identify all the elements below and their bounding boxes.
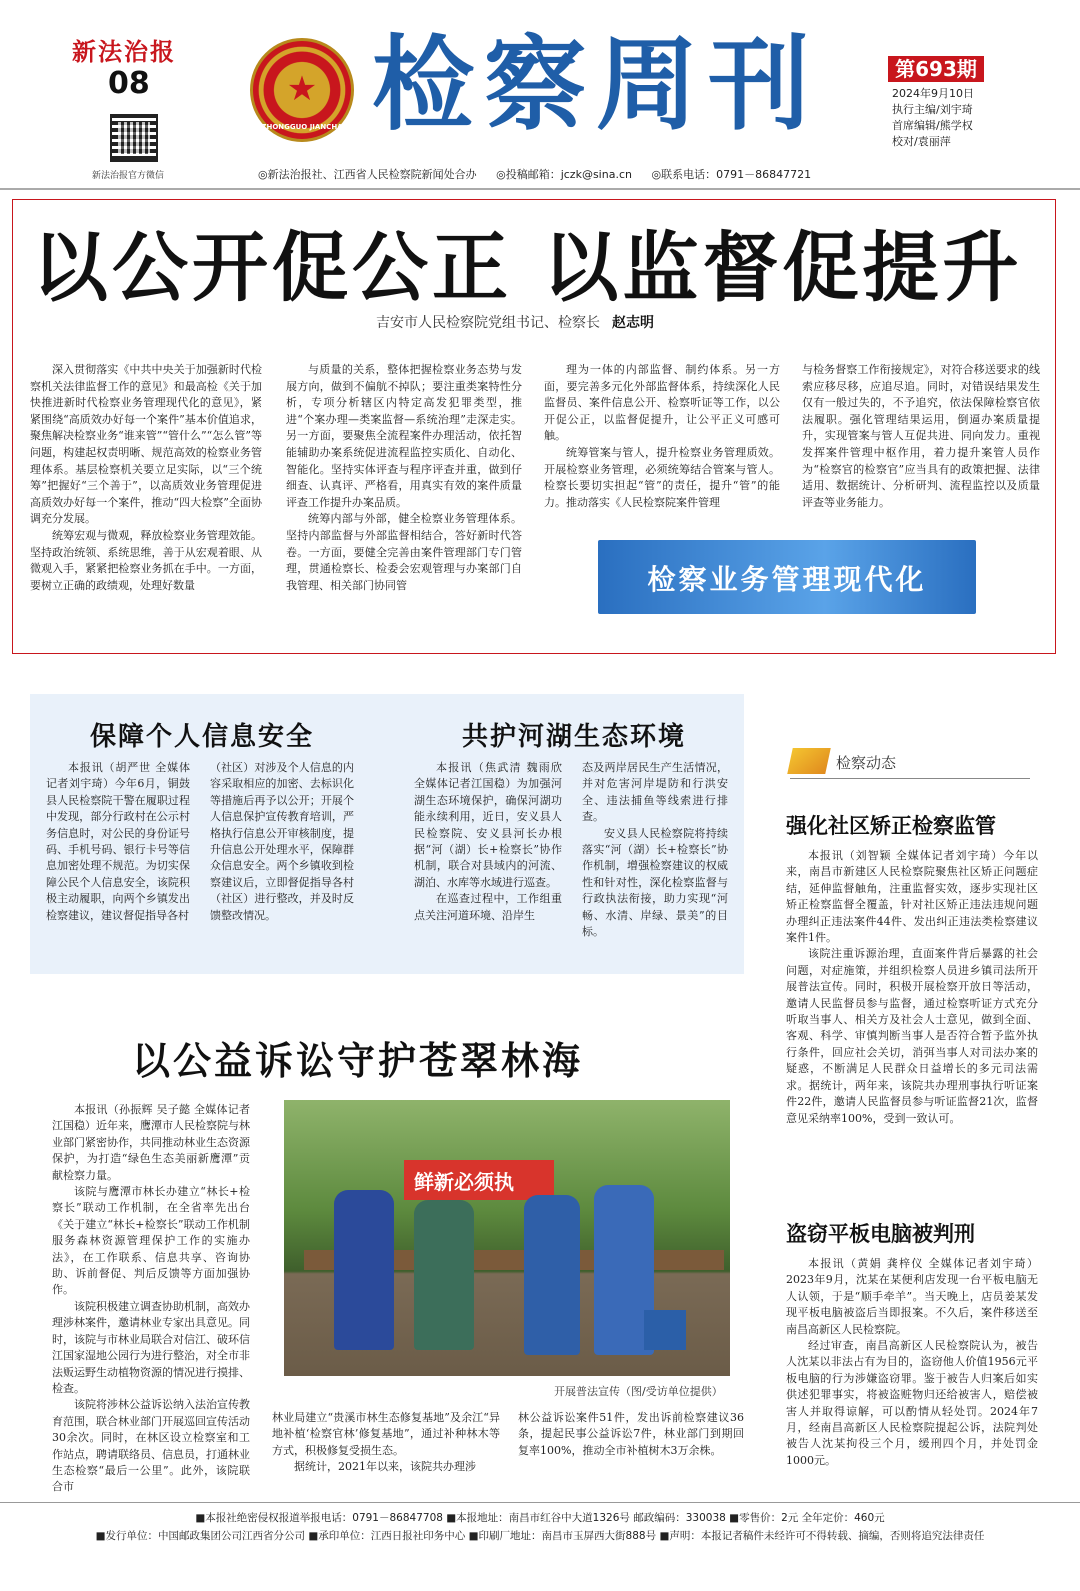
first-editor: 首席编辑/熊学权 [892, 119, 973, 132]
footer-divider [0, 1502, 1080, 1503]
paragraph: 与质量的关系，整体把握检察业务态势与发展方向，做到不偏航不掉队；要注重类案特性分析，专项分析辖区内特定高发犯罪类型，推进“个案办理—类案监督—系统治理”走深走实。另一方面，要聚焦全流程案件办理活动，依托智能辅助办案系统促进流程监控实质化、自动化、智能化。坚持实体评查与程序评查并重，做到仔细查、认真评、严格看，用真实有效的案件质量评查工作提升办案品质。 [286, 363, 522, 509]
news-photo [284, 1100, 730, 1376]
feature-column-3 [544, 362, 780, 511]
byline-role: 吉安市人民检察院党组书记、检察长 [376, 315, 600, 331]
photo-banner: 鲜新必须执 [404, 1160, 554, 1200]
paragraph: 统筹宏观与微观，释放检察业务管理效能。坚持政治统领、系统思维，善于从宏观着眼、从微观入手，紧紧把检察业务抓在手中。一方面，要树立正确的政绩观，处理好数量 [30, 528, 262, 592]
paragraph: 与检务督察工作衔接规定》，对符合移送要求的线索应移尽移，应追尽追。同时，对错误结果发生仅有一般过失的，不予追究，依法保障检察官依法履职。强化管理结果运用，倒逼办案质量提升，实现管案与管人互促共进、同向发力。重视发挥案件管理中枢作用，着力提升案管人员作为“检察官的检察官”应当具有的政策把握、法律适用、数据统计、分析研判、流程监控以及质量评查等业务能力。 [802, 363, 1040, 509]
privacy-column-2 [210, 760, 354, 924]
paragraph: 林业局建立“贵溪市林生态修复基地”及余江“异地补植‘检察官林’修复基地”，通过补种林木等方式，积极修复受损生态。 [272, 1411, 500, 1457]
paragraph: 在巡查过程中，工作组重点关注河道环境、沿岸生 [414, 892, 562, 922]
issue-date: 2024年9月10日 [892, 87, 974, 100]
feature-column-4 [802, 362, 1040, 511]
paragraph: 本报讯（黄娟 龚梓仪 全媒体记者刘宇琦）2023年9月，沈某在某便利店发现一台平板电脑无人认领，于是“顺手牵羊”。当天晚上，店员姜某发现平板电脑被盗后当即报案。不久后，案件移送至南昌高新区人民检察院。 [786, 1257, 1038, 1336]
paragraph: 本报讯（焦武清 魏雨欣 全媒体记者江国稳）为加强河湖生态环境保护，确保河湖功能永续利用，近日，安义县人民检察院、安义县河长办根据“河（湖）长+检察长”协作机制，联合对县域内的河流、湖泊、水库等水域进行巡查。 [414, 761, 562, 889]
river-column-1 [414, 760, 562, 924]
section-masthead-title: 检察周刊 [372, 26, 820, 145]
paragraph: 本报讯（孙振辉 吴子懿 全媒体记者江国稳）近年来，鹰潭市人民检察院与林业部门紧密协作，共同推动林业生态资源保护，为打造“绿色生态美丽新鹰潭”贡献检察力量。 [52, 1103, 250, 1182]
sidebar-story1-body [786, 848, 1038, 1127]
byline-name: 赵志明 [612, 315, 654, 331]
email-info: ◎投稿邮箱：jczk@sina.cn [496, 168, 632, 181]
feature-byline [376, 312, 654, 332]
paragraph: 该院将涉林公益诉讼纳入法治宣传教育范围，联合林业部门开展巡回宣传活动30余次。同时，在林区设立检察室和工作站点，聘请联络员、信息员，打通林业生态检察“最后一公里”。此外，该院联合市 [52, 1398, 250, 1494]
feature-headline: 以公开促公正 以监督促提升 [32, 223, 1023, 312]
contact-info-bar [258, 166, 818, 182]
footer-line-2: ■发行单位：中国邮政集团公司江西省分公司 ■承印单位：江西日报社印务中心 ■印刷厂地址：南昌市玉屏西大街888号 ■声明：本报记者稿件未经许可不得转载、摘编，否则将追究法律责任 [95, 1530, 985, 1542]
paragraph: 林公益诉讼案件51件，发出诉前检察建议36条，提起民事公益诉讼7件，林业部门到期回复率100%，推动全市补植树木3万余株。 [518, 1411, 744, 1457]
person-figure [414, 1200, 474, 1350]
photo-caption: 开展普法宣传（图/受访单位提供） [554, 1385, 723, 1398]
paragraph: 安义县人民检察院将持续落实“河（湖）长+检察长”协作机制，增强检察建议的权威性和针对性，深化检察监督与行政执法衔接，助力实现“河畅、水清、岸绿、景美”的目标。 [582, 826, 728, 939]
label-divider [790, 778, 1030, 779]
books-icon [787, 748, 831, 774]
column-label: 检察动态 [790, 746, 930, 774]
paragraph: 深入贯彻落实《中共中央关于加强新时代检察机关法律监督工作的意见》和最高检《关于加快推进新时代检察业务管理现代化的意见》，紧紧围绕“高质效办好每一个案件”基本价值追求，聚焦解决检察业务“谁来管”“管什么”“怎么管”等问题，构建起权责明晰、规范高效的检察业务管理体系。基层检察机关要立足实际，以“三个统筹”把握好“三个善于”，以高质效业务管理促进高质效办好每一个案件，推动“四大检察”全面协调充分发展。 [30, 363, 262, 526]
paragraph: 经过审查，南昌高新区人民检察院认为，被告人沈某以非法占有为目的，盗窃他人价值1956元平板电脑的行为涉嫌盗窃罪。鉴于被告人归案后如实供述犯罪事实，将被盗赃物归还给被害人，赔偿被害人并取得谅解，可以酌情从轻处罚。2024年7月，经南昌高新区人民检察院提起公诉，法院判处被告人沈某拘役三个月，缓刑四个月，并处罚金1000元。 [786, 1339, 1038, 1467]
sidebar-story2-title: 盗窃平板电脑被判刑 [786, 1222, 975, 1246]
phone-info: ◎联系电话：0791－86847721 [651, 168, 812, 181]
sidebar-story1-title: 强化社区矫正检察监管 [786, 814, 996, 838]
paragraph: 统筹管案与管人，提升检察业务管理质效。开展检察业务管理，必须统筹结合管案与管人。检察长要切实担起“管”的责任，提升“管”的能力。推动落实《人民检察院案件管理 [544, 445, 780, 509]
forest-column-3 [518, 1410, 744, 1459]
paragraph: 本报讯（胡严世 全媒体记者刘宇琦）今年6月，铜鼓县人民检察院干警在履职过程中发现，部分行政村在公示村务信息时，对公民的身份证号码、手机号码、银行卡号等信息加密处理不规范。为切实保障公民个人信息安全，该院积极主动履职，向两个乡镇发出检察建议，建议督促指导各村 [46, 761, 190, 922]
footer-line-1: ■本报社绝密侵权报道举报电话：0791－86847708 ■本报地址：南昌市红谷中大道1326号 邮政编码：330038 ■零售价：2元 全年定价：460元 [195, 1512, 885, 1524]
paragraph: 该院积极建立调查协助机制，高效办理涉林案件，邀请林业专家出具意见。同时，该院与市林业局联合对信江、破环信江国家湿地公园行为进行整治，对全市非法贩运野生动植物资源的情况进行摸排、检查。 [52, 1299, 250, 1395]
person-figure [524, 1195, 580, 1355]
feature-banner: 检察业务管理现代化 [598, 540, 976, 614]
qr-caption: 新法治报官方微信 [92, 171, 165, 181]
feature-column-1 [30, 362, 262, 594]
paragraph: 理为一体的内部监督、制约体系。另一方面，要完善多元化外部监督体系，持续深化人民监督员、案件信息公开、检察听证等工作，以公开促公正，以监督促提升，让公平正义可感可触。 [544, 363, 780, 443]
paragraph: 态及两岸居民生产生活情况，并对危害河岸堤防和行洪安全、违法捕鱼等线索进行排查。 [582, 761, 728, 824]
feature-column-2 [286, 362, 522, 594]
forest-column-2 [272, 1410, 500, 1476]
issue-number-badge: 第693期 [888, 56, 984, 82]
page-number: 08 [108, 66, 150, 101]
masthead-divider [0, 188, 1080, 190]
paragraph: （社区）对涉及个人信息的内容采取相应的加密、去标识化等措施后再予以公开；开展个人信息保护宣传教育培训，严格执行信息公开审核制度，提升信息公开处理水平，保障群众信息安全。两个乡镇收到检察建议后，立即督促指导各村（社区）进行整改，并及时反馈整改情况。 [210, 761, 354, 922]
privacy-story-title: 保障个人信息安全 [90, 722, 315, 752]
sponsor-info: ◎新法治报社、江西省人民检察院新闻处合办 [258, 168, 477, 181]
paragraph: 据统计，2021年以来，该院共办理涉 [294, 1460, 476, 1474]
sidebar-story2-body [786, 1256, 1038, 1469]
river-column-2 [582, 760, 728, 940]
newspaper-name: 新法治报 [72, 37, 176, 66]
forest-column-1 [52, 1102, 250, 1496]
forest-story-title: 以公益诉讼守护苍翠林海 [132, 1039, 584, 1083]
qr-code-icon [110, 114, 158, 162]
privacy-column-1 [46, 760, 190, 924]
person-figure [334, 1190, 394, 1350]
river-story-title: 共护河湖生态环境 [462, 722, 687, 752]
paragraph: 统筹内部与外部，健全检察业务管理体系。坚持内部监督与外部监督相结合，答好新时代答卷。一方面，要健全完善由案件管理部门专门管理，贯通检察长、检委会宏观管理与办案部门自我管理、相关部门协同管 [286, 512, 522, 592]
paragraph: 该院注重诉源治理，直面案件背后暴露的社会问题，对症施策，并组织检察人员进乡镇司法所开展普法宣传。同时，积极开展检察开放日等活动，邀请人民监督员参与监督，通过检察听证方式充分听取当事人、相关方及社会人士意见，做到全面、客观、科学、审慎判断当事人是否符合暂予监外执行条件，回应社会关切，消弭当事人对司法办案的疑惑，不断满足人民群众日益增长的多元司法需求。据统计，两年来，该院共办理刑事执行听证案件22件，邀请人民监督员参与听证监督21次，监督意见采纳率100%，受到一致认可。 [786, 947, 1038, 1125]
chief-editor: 执行主编/刘宇琦 [892, 103, 973, 116]
proofreader: 校对/袁丽萍 [892, 135, 951, 148]
procuratorate-emblem-icon: ★ ZHONGGUO JIANCHA [250, 38, 354, 142]
paragraph: 本报讯（刘智颖 全媒体记者刘宇琦）今年以来，南昌市新建区人民检察院聚焦社区矫正问题症结，延伸监督触角，注重监督实效，逐步实现社区矫正检察监督全覆盖，针对社区矫正违法违规问题办理纠正违法案件44件、发出纠正违法类检察建议案件1件。 [786, 849, 1038, 945]
bag-icon [644, 1310, 686, 1350]
paragraph: 该院与鹰潭市林长办建立“林长+检察长”联动工作机制，在全省率先出台《关于建立“林长+检察长”联动工作机制服务森林资源管理保护工作的实施办法》，在工作联系、信息共享、咨询协助、诉前督促、判后反馈等方面加强协作。 [52, 1185, 250, 1297]
